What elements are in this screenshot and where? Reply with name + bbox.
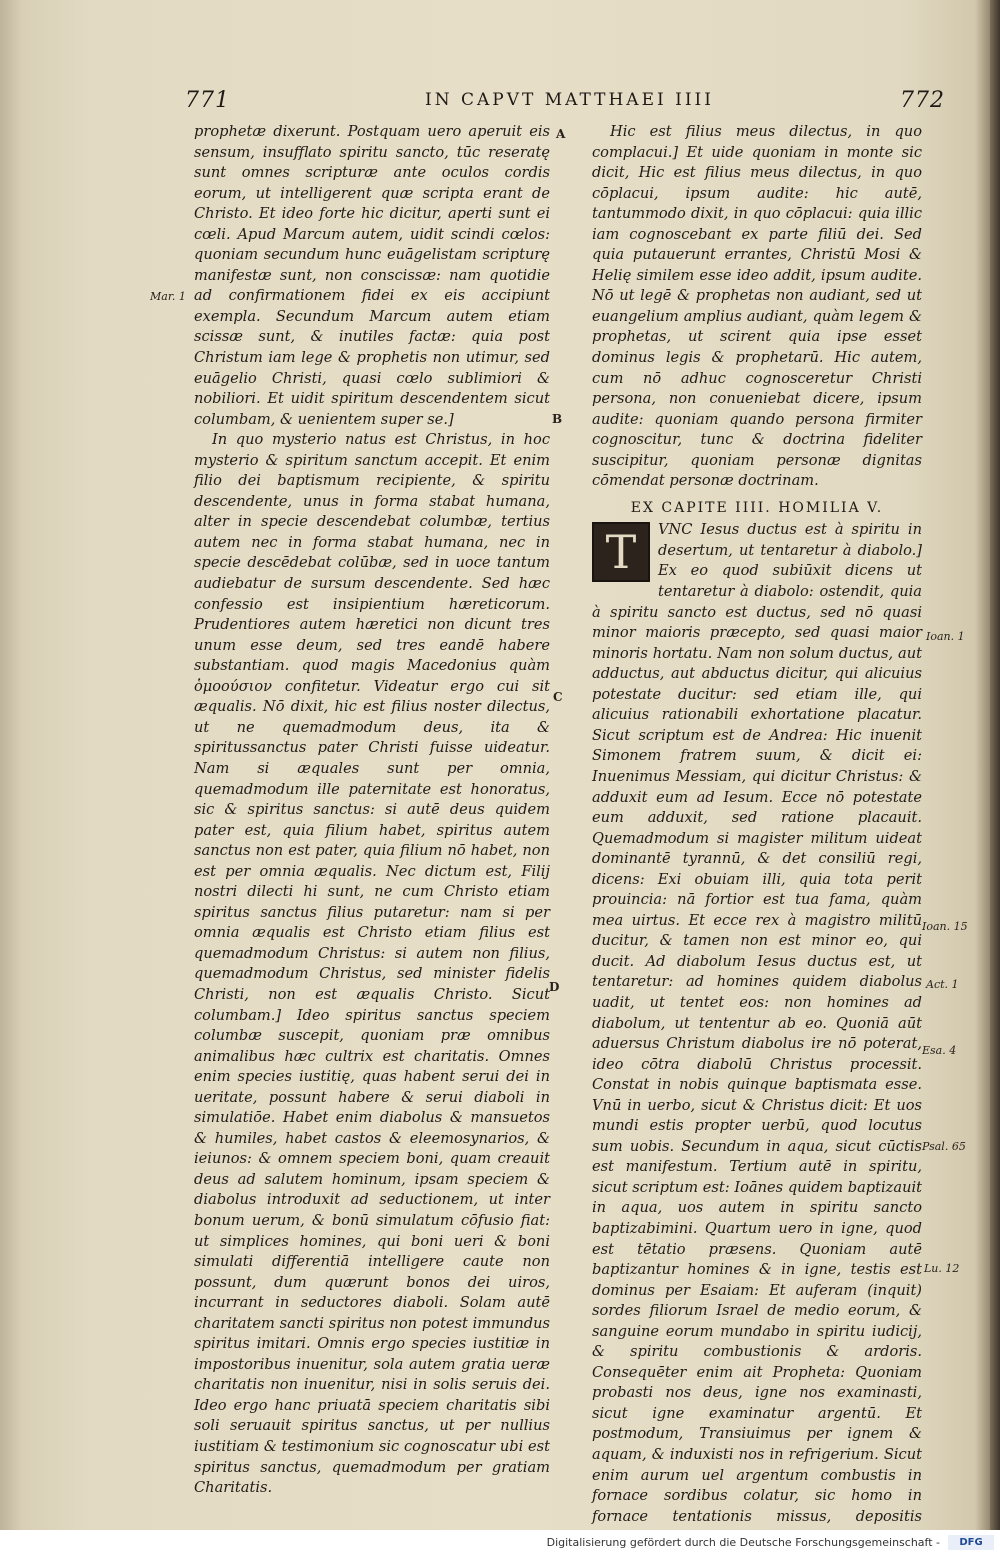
digitization-footer (0, 1530, 1000, 1555)
running-header (185, 88, 945, 118)
right-paragraph-body: VNC Iesus ductus est à spiritu in desertum, ut tentaretur à diabolo.] Ex eo quod subiūxit dicens ut tentaretur à diabolo: ostendit, quia à spiritu sancto est ductus, sed nō quasi minor maioris præcepto, sed quasi maior minoris hortatu. Nam non solum ductus, aut adductus, aut abductus dicitur, qui alicuius potestate ducitur: sed etiam ille, qui alicuius rationabili exhortatione placatur. Sicut scriptum est de Andrea: Hic inuenit Simonem fratrem suum, & dicit ei: Inuenimus Messiam, qui dicitur Christus: & adduxit eum ad Iesum. Ecce nō potestate eum adduxit, sed ratione placauit. Quemadmodum si magister militum uideat dominantē tyrannū, & det consiliū regi, dicens: Exi obuiam illi, quia tota perit prouincia: nā fortior est tua fama, quàm mea uirtus. Et ecce rex à magistro militū ducitur, & tamen non est minor eo, qui ducit. Ad diabolum Iesus ductus est, ut tentaretur: ad homines quidem diabolus uadit, ut tentet eos: non homines ad diabolum, ut tententur ab eo. Quoniā aūt aduersus Christum diabolus ire nō poterat, ideo cōtra diabolū Christus processit. Constat in nobis quinque baptismata esse. Vnū in uerbo, sicut & Christus dicit: Et uos mundi estis propter uerbū, quod locutus sum uobis. Secundum in aqua, sicut cūctis est manifestum. Tertium autē in spiritu, sicut scriptum est: Ioānes quidem baptizauit in aqua, uos autem in spiritu sancto baptizabimini. Quartum uero in igne, quod est tētatio præsens. Quoniam autē baptizantur homines & in igne, testis est dominus per Esaiam: Et auferam (inquit) sordes filiorum Israel de medio eorum, & sanguine eorum mundabo in spiritu iudicij, & spiritu combustionis & ardoris. Consequēter enim ait Propheta: Quoniam probasti nos deus, igne nos examinasti, sicut igne examinatur argentū. Et postmodum, Transiuimus per ignem & aquam, & induxisti nos in refrigerium. Sicut enim aurum uel argentum combustis in fornace sordibus colatur, sic homo in fornace tentationis missus, depositis (592, 521, 922, 1525)
running-title: IN CAPVT MATTHAEI IIII (425, 90, 714, 110)
decorated-initial: T (592, 522, 650, 582)
left-column (194, 122, 550, 1499)
section-letter-d: D (549, 980, 560, 994)
page-number-left: 771 (185, 88, 230, 113)
footer-credit-text: Digitalisierung gefördert durch die Deutsche Forschungsgemeinschaft - (546, 1536, 940, 1549)
homily-heading: EX CAPITE IIII. HOMILIA V. (630, 499, 884, 516)
right-column (592, 122, 922, 1530)
margin-note-esa4: Esa. 4 (922, 1044, 957, 1057)
margin-note-ioan1: Ioan. 1 (926, 630, 965, 643)
margin-note-psal65: Psal. 65 (922, 1140, 966, 1153)
section-letter-b: B (552, 412, 563, 426)
margin-note-ioan15: Ioan. 15 (922, 920, 968, 933)
margin-note-act1: Act. 1 (926, 978, 959, 991)
left-paragraph-2: In quo mysterio natus est Christus, in hoc mysterio & spiritum sanctum accepit. Et enim filio dei baptismum recipiente, & spiritu descendente, unus in forma stabat humana, alter in specie descendebat columbæ, tertius autem nec in forma stabat humana, nec in specie descēdebat colūbæ, sed in uoce tantum audiebatur de sursum descendente. Sed hæc confessio est insipientium hæreticorum. Prudentiores autem hæretici non dicunt tres unum esse deum, sed tres eandē habere substantiam. quod magis Macedonius quàm ὁμοούσιον confitetur. Videatur ergo cui sit æqualis. Nō dixit, hic est filius noster dilectus, ut ne quemadmodum deus, ita & spiritussanctus pater Christi fuisse uideatur. Nam si æquales sunt per omnia, quemadmodum ille paternitate est honoratus, sic & spiritus sanctus: si autē deus quidem pater est, quia filium habet, spiritus autem sanctus non est pater, quia filium nō habet, non est per omnia æqualis. Nec dictum est, Filij nostri dilecti hi sunt, ne cum Christo etiam spiritus sanctus filius putaretur: nam si per omnia æqualis est Christo etiam filius est quemadmodum Christus: si autem non filius, quemadmodum Christus, sed minister fidelis Christi, non est æqualis Christo. Sicut columbam.] Ideo spiritus sanctus speciem columbæ suscepit, quoniam præ omnibus animalibus hæc cultrix est charitatis. Omnes enim species iustitię, quas habent serui dei in ueritate, possunt habere & serui diaboli in simulatiōe. Habet enim diabolus & mansuetos & humiles, habet castos & eleemosynarios, & ieiunos: & omnem speciem boni, quam creauit deus ad salutem hominum, ipsam speciem & diabolus introduxit ad seductionem, ut inter bonum uerum, & bonū simulatum cōfusio fiat: ut simplices homines, qui boni ueri & boni simulati differentiā intelligere caute non possunt, dum quærunt bonos dei uiros, incurrant in seductores diaboli. Solam autē charitatem sancti spiritus non potest immundus spiritus imitari. Omnis ergo species iustitiæ in impostoribus inuenitur, sola autem gratia ueræ charitatis non inuenitur, nisi in solis seruis dei. Ideo ergo hanc priuatā speciem charitatis sibi soli seruauit spiritus sanctus, ut per nullius iustitiam & testimonium sic cognoscatur ubi est spiritus sanctus, quemadmodum per gratiam Charitatis. (194, 431, 550, 1497)
margin-note-mar1: Mar. 1 (150, 290, 186, 303)
dfg-logo[interactable]: DFG (948, 1535, 994, 1550)
footer-blank (0, 1530, 560, 1555)
section-letter-c: C (553, 690, 563, 704)
margin-note-luc12: Lu. 12 (924, 1262, 960, 1275)
section-letter-a: A (556, 127, 566, 141)
page-number-right: 772 (900, 88, 945, 113)
right-paragraph-top: Hic est filius meus dilectus, in quo complacui.] Et uide quoniam in monte sic dicit, Hic est filius meus dilectus, in quo cōplacui, ipsum audite: hic autē, tantummodo dixit, in quo cōplacui: quia illic iam cognoscebant ex parte filiū dei. Sed quia putauerunt errantes, Christū Mosi & Helię similem esse ideo addit, ipsum audite. Nō ut legē & prophetas non audiant, sed ut euangelium amplius audiant, quàm legem & prophetas, ut scirent quia ipse esset dominus legis & prophetarū. Hic autem, cum nō adhuc cognosceretur Christi persona, non conueniebat dicere, ipsum audite: quoniam quando persona firmiter cognoscitur, tunc & doctrina fideliter suscipitur, quoniam personæ dignitas cōmendat personæ doctrinam. (592, 123, 922, 490)
left-paragraph-1: prophetæ dixerunt. Postquam uero aperuit eis sensum, insufflato spiritu sancto, tūc reseratę sunt omnes scripturæ ante oculos cordis eorum, ut intelligerent quæ scripta erant de Christo. Et ideo forte hic dicitur, aperti sunt ei cœli. Apud Marcum autem, uidit scindi cœlos: quoniam secundum hunc euāgelistam scripturę manifestæ sunt, non conscissæ: nam quotidie ad confirmationem fidei ex eis accipiunt exempla. Secundum Marcum autem etiam scissæ sunt, & inutiles factæ: quia post Christum iam lege & prophetis non utimur, sed euāgelio Christi, quasi cœlo sublimiori & nobiliori. Et uidit spiritum descendentem sicut columbam, & uenientem super se.] (194, 123, 550, 428)
